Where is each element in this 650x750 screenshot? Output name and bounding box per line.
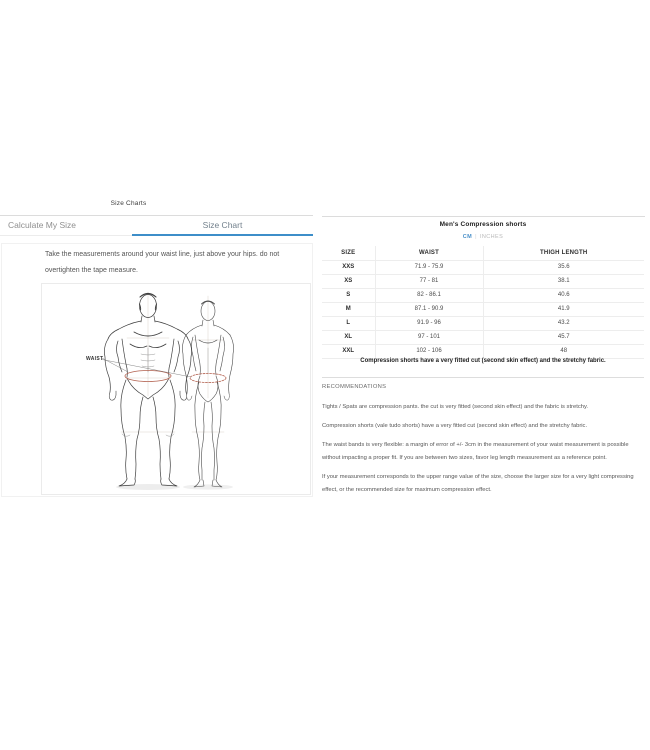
recommendations-list — [322, 401, 644, 503]
cell-thigh: 48 — [483, 344, 644, 358]
fit-note: Compression shorts have a very fitted cut (second skin effect) and the stretchy fabric. — [360, 358, 606, 364]
tab-calculate-my-size[interactable]: Calculate My Size — [8, 220, 77, 230]
cell-waist: 77 - 81 — [375, 274, 483, 288]
cell-thigh: 45.7 — [483, 330, 644, 344]
recommendations-heading: RECOMMENDATIONS — [322, 384, 387, 390]
recommendation-paragraph: Compression shorts (vale tudo shorts) have a very fitted cut (second skin effect) and the stretchy fabric. — [322, 423, 588, 429]
table-row — [322, 302, 644, 316]
recommendations-divider — [322, 377, 644, 378]
column-header-thigh-length: THIGH LENGTH — [483, 246, 644, 260]
table-row — [322, 288, 644, 302]
cell-size: XXS — [322, 260, 375, 274]
size-table — [322, 246, 644, 359]
cell-waist: 91.9 - 96 — [375, 316, 483, 330]
cell-size: XL — [322, 330, 375, 344]
table-row — [322, 316, 644, 330]
column-header-waist: WAIST — [375, 246, 483, 260]
cell-waist: 97 - 101 — [375, 330, 483, 344]
product-size-chart-title: Men's Compression shorts — [439, 221, 527, 228]
cell-waist: 82 - 86.1 — [375, 288, 483, 302]
cell-size: XXL — [322, 344, 375, 358]
cell-waist: 71.9 - 75.9 — [375, 260, 483, 274]
tab-size-chart[interactable]: Size Chart — [132, 216, 313, 236]
size-table-header-row — [322, 246, 644, 260]
body-measurement-illustration — [42, 284, 312, 496]
cell-size: M — [322, 302, 375, 316]
table-row — [322, 274, 644, 288]
measurement-instruction-text: Take the measurements around your waist line, just above your hips. do not overtighten the tape measure. — [45, 251, 280, 274]
column-header-size: SIZE — [322, 246, 375, 260]
table-row — [322, 260, 644, 274]
cell-thigh: 43.2 — [483, 316, 644, 330]
table-row — [322, 344, 644, 358]
cell-thigh: 41.9 — [483, 302, 644, 316]
right-panel-divider-top — [322, 216, 645, 217]
cell-waist: 87.1 - 90.9 — [375, 302, 483, 316]
cell-thigh: 40.6 — [483, 288, 644, 302]
page-title: Size Charts — [110, 200, 147, 207]
unit-separator: | — [475, 234, 477, 240]
unit-option-inches[interactable]: INCHES — [480, 234, 504, 240]
size-chart-tabbar — [0, 215, 313, 236]
table-row — [322, 330, 644, 344]
unit-option-cm[interactable]: CM — [462, 234, 473, 240]
cell-thigh: 35.6 — [483, 260, 644, 274]
cell-thigh: 38.1 — [483, 274, 644, 288]
recommendation-paragraph: The waist bands is very flexible: a margin of error of +/- 3cm in the measurement of your waist measurement is possible without impacting a proper fit. If you are between two sizes, favor leg length measurement as a reference point. — [322, 442, 629, 461]
recommendation-paragraph: If your measurement corresponds to the upper range value of the size, choose the larger size for a very light compressing effect, or the recommended size for maximum compression effect. — [322, 474, 634, 493]
recommendation-paragraph: Tights / Spats are compression pants. the cut is very fitted (second skin effect) and the fabric is stretchy. — [322, 404, 589, 410]
cell-size: S — [322, 288, 375, 302]
waist-label: WAIST — [86, 356, 104, 362]
unit-toggle — [322, 234, 644, 240]
cell-size: XS — [322, 274, 375, 288]
cell-waist: 102 - 106 — [375, 344, 483, 358]
figure-box — [41, 283, 311, 495]
cell-size: L — [322, 316, 375, 330]
